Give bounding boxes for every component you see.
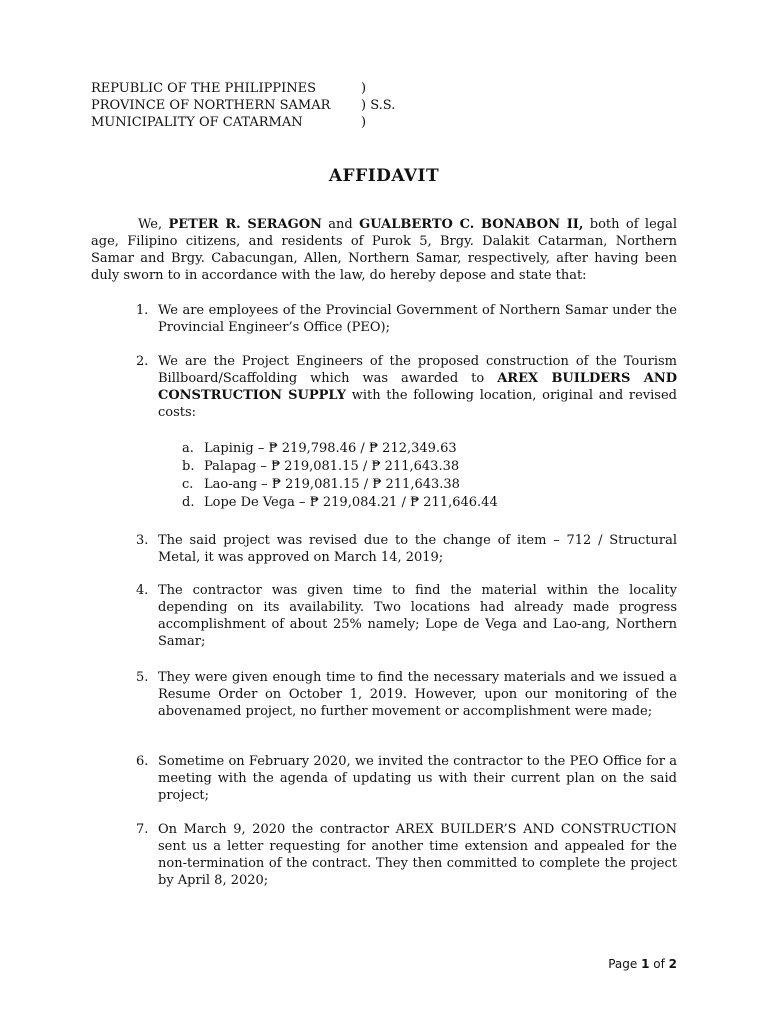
cost-item	[182, 458, 459, 475]
list-item	[136, 821, 677, 889]
cost-letter: b.	[182, 459, 195, 474]
item-text: They were given enough time to find the necessary materials and we issued a Resume Order on October 1, 2019. However, upon our monitoring of the abovenamed project, no further movement or accomplishment were made;	[158, 670, 677, 719]
venue-caption	[91, 80, 395, 131]
list-item	[136, 353, 677, 421]
cost-item	[182, 440, 457, 457]
venue-line	[91, 97, 395, 114]
list-item	[136, 753, 677, 804]
document-title: AFFIDAVIT	[328, 166, 440, 186]
cost-letter: a.	[182, 441, 194, 456]
item-text-pre: We are the Project Engineers of the proposed construction of the Tourism Billboard/Scaffolding which was awarded to	[158, 354, 677, 386]
cost-text: Lao-ang – ₱ 219,081.15 / ₱ 211,643.38	[204, 477, 460, 492]
venue-mark: )	[361, 115, 367, 130]
item-number: 3.	[136, 533, 149, 548]
item-number: 7.	[136, 822, 149, 837]
list-item	[136, 669, 677, 720]
item-number: 5.	[136, 670, 149, 685]
item-text: Sometime on February 2020, we invited the contractor to the PEO Office for a meeting with the agenda of updating us with their current plan on the said project;	[158, 754, 677, 803]
affiant-name-1: PETER R. SERAGON	[168, 217, 322, 232]
item-number: 6.	[136, 754, 149, 769]
venue-name: REPUBLIC OF THE PHILIPPINES	[91, 81, 316, 96]
intro-and: and	[321, 217, 360, 232]
cost-item	[182, 494, 498, 511]
intro-post: both of legal age, Filipino citizens, and residents of Purok 5, Brgy. Dalakit Catarman, Northern Samar and Brgy. Cabacungan, Allen, Northern Samar, respectively, after having been duly sworn to in accordance with the law, do hereby depose and state that:	[91, 217, 677, 283]
item-text: The said project was revised due to the change of item – 712 / Structural Metal, it was approved on March 14, 2019;	[158, 533, 677, 565]
cost-text: Lope De Vega – ₱ 219,084.21 / ₱ 211,646.44	[204, 495, 498, 510]
item-text-post: with the following location, original and revised costs:	[158, 388, 677, 420]
item-number: 4.	[136, 583, 149, 598]
venue-line	[91, 80, 395, 97]
venue-name: MUNICIPALITY OF CATARMAN	[91, 115, 303, 130]
intro-pre: We,	[138, 217, 169, 232]
cost-item	[182, 476, 460, 493]
page-number	[608, 957, 677, 971]
item-number: 2.	[136, 354, 149, 369]
venue-name: PROVINCE OF NORTHERN SAMAR	[91, 98, 331, 113]
cost-text: Palapag – ₱ 219,081.15 / ₱ 211,643.38	[204, 459, 460, 474]
cost-letter: d.	[182, 495, 195, 510]
item-text	[158, 353, 677, 421]
list-item	[136, 302, 677, 336]
item-text: We are employees of the Provincial Government of Northern Samar under the Provincial Engineer’s Office (PEO);	[158, 303, 677, 335]
page-label: Page	[608, 957, 642, 971]
cost-letter: c.	[182, 477, 194, 492]
item-number: 1.	[136, 303, 149, 318]
venue-mark: ) S.S.	[361, 98, 396, 113]
page-total: 2	[668, 957, 677, 971]
item-text: The contractor was given time to find the material within the locality depending on its availability. Two locations had already made progress accomplishment of about 25% namely; Lope de Vega and Lao-ang, Northern Samar;	[158, 583, 677, 649]
venue-mark: )	[361, 81, 367, 96]
list-item	[136, 532, 677, 566]
affiant-name-2: GUALBERTO C. BONABON II,	[359, 217, 584, 232]
page-current: 1	[641, 957, 650, 971]
venue-line	[91, 114, 395, 131]
list-item	[136, 582, 677, 650]
item-text: On March 9, 2020 the contractor AREX BUILDER’S AND CONSTRUCTION sent us a letter requesting for another time extension and appealed for the non-termination of the contract. They then committed to complete the project by April 8, 2020;	[158, 822, 677, 888]
cost-text: Lapinig – ₱ 219,798.46 / ₱ 212,349.63	[204, 441, 457, 456]
contractor-name: AREX BUILDERS AND CONSTRUCTION SUPPLY	[158, 371, 677, 403]
page-of: of	[649, 957, 669, 971]
intro-paragraph	[91, 216, 677, 284]
